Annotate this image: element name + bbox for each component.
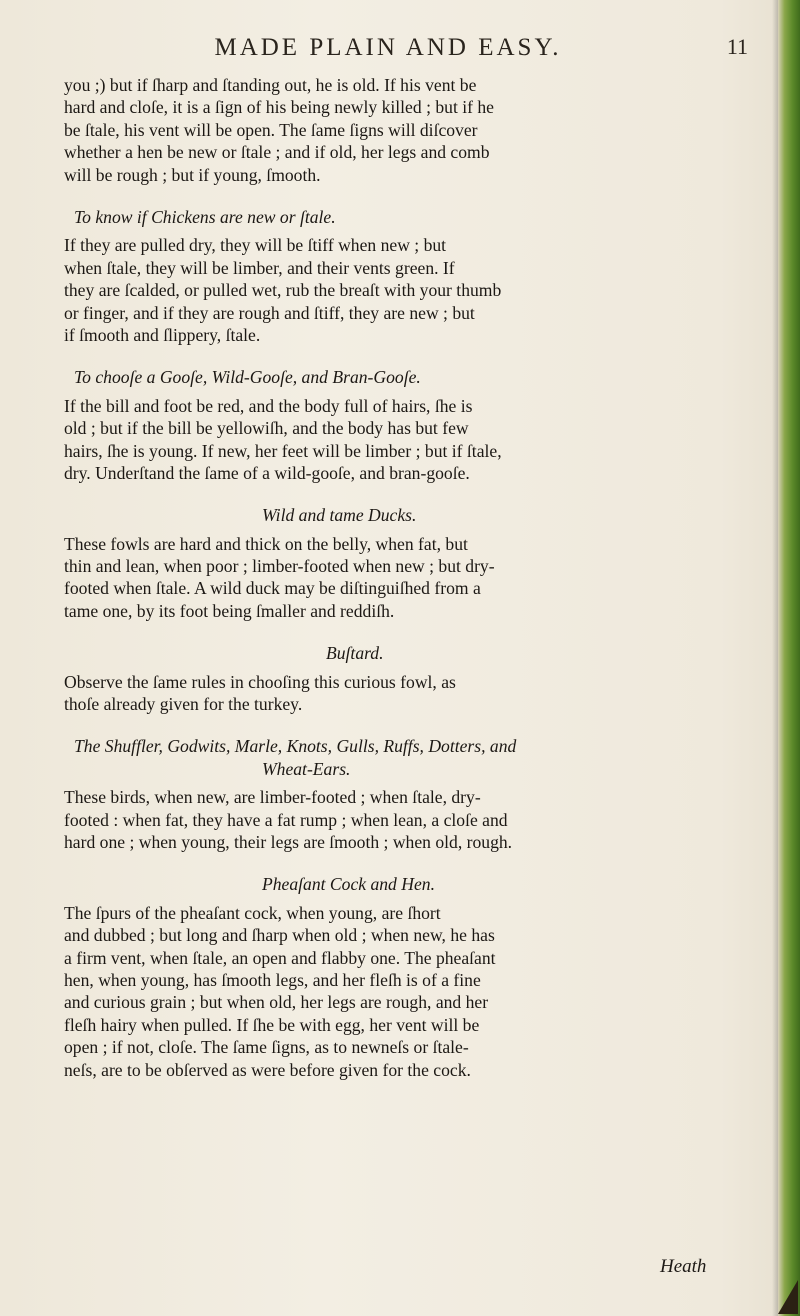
paragraph-goose: [64, 395, 754, 485]
text-line: be ſtale, his vent will be open. The ſame ſigns will diſcover: [64, 119, 478, 140]
text-line: dry. Underſtand the ſame of a wild-gooſe, and bran-gooſe.: [64, 462, 470, 483]
text-line: The ſpurs of the pheaſant cock, when young, are ſhort: [64, 902, 441, 923]
text-line: hen, when young, has ſmooth legs, and her fleſh is of a fine: [64, 970, 481, 990]
text-line: These birds, when new, are limber-footed ; when ſtale, dry-: [64, 787, 481, 808]
paragraph-ducks: [64, 533, 754, 623]
page-number: 11: [726, 34, 748, 59]
text-line: footed when ſtale. A wild duck may be diſtinguiſhed from a: [64, 578, 481, 599]
running-head: MADE PLAIN AND EASY.: [214, 34, 562, 61]
text-line: open ; if not, cloſe. The ſame ſigns, as to newneſs or ſtale-: [64, 1037, 469, 1058]
text-line: they are ſcalded, or pulled wet, rub the breaſt with your thumb: [64, 280, 502, 301]
paragraph-shuffler: [64, 786, 754, 853]
section-heading-ducks: Wild and tame Ducks.: [262, 505, 417, 526]
text-line: These fowls are hard and thick on the belly, when fat, but: [64, 533, 468, 554]
text-line: if ſmooth and ſlippery, ſtale.: [64, 324, 261, 345]
text-line: old ; but if the bill be yellowiſh, and the body has but few: [64, 418, 469, 439]
paragraph-continuation: [64, 74, 754, 186]
text-line: and curious grain ; but when old, her legs are rough, and her: [64, 992, 489, 1013]
section-heading-shuffler-cont: Wheat-Ears.: [262, 758, 351, 779]
text-line: a firm vent, when ſtale, an open and flabby one. The pheaſant: [64, 947, 496, 968]
text-line: hairs, ſhe is young. If new, her feet will be limber ; but if ſtale,: [64, 440, 502, 461]
text-line: thin and lean, when poor ; limber-footed when new ; but dry-: [64, 556, 495, 577]
text-line: hard one ; when young, their legs are ſmooth ; when old, rough.: [64, 832, 513, 853]
text-line: tame one, by its foot being ſmaller and reddiſh.: [64, 600, 395, 621]
text-line: will be rough ; but if young, ſmooth.: [64, 164, 321, 185]
catchword: Heath: [660, 1256, 707, 1277]
text-line: thoſe already given for the turkey.: [64, 694, 303, 715]
paragraph-chickens: [64, 234, 754, 346]
section-heading-goose: To chooſe a Gooſe, Wild-Gooſe, and Bran-Gooſe.: [74, 367, 421, 388]
text-line: hard and cloſe, it is a ſign of his being newly killed ; but if he: [64, 97, 494, 118]
text-line: If they are pulled dry, they will be ſtiff when new ; but: [64, 235, 447, 256]
text-line: footed : when fat, they have a fat rump ; when lean, a cloſe and: [64, 809, 508, 830]
section-heading-shuffler: The Shuffler, Godwits, Marle, Knots, Gulls, Ruffs, Dotters, and: [74, 736, 517, 757]
book-cover-edge: [778, 0, 800, 1316]
page-body: [64, 74, 754, 1081]
text-line: Observe the ſame rules in chooſing this curious fowl, as: [64, 671, 456, 692]
page-header: [88, 34, 748, 64]
section-heading-bustard: Buſtard.: [326, 643, 384, 664]
section-heading-pheasant: Pheaſant Cock and Hen.: [262, 874, 435, 895]
text-line: If the bill and foot be red, and the body full of hairs, ſhe is: [64, 395, 473, 416]
text-line: when ſtale, they will be limber, and their vents green. If: [64, 257, 455, 278]
paragraph-bustard: [64, 671, 754, 716]
corner-mark: [778, 1280, 798, 1314]
text-line: neſs, are to be obſerved as were before given for the cock.: [64, 1059, 471, 1080]
text-line: and dubbed ; but long and ſharp when old ; when new, he has: [64, 925, 495, 946]
text-line: whether a hen be new or ſtale ; and if old, her legs and comb: [64, 142, 490, 163]
text-line: or finger, and if they are rough and ſtiff, they are new ; but: [64, 302, 475, 323]
text-line: you ;) but if ſharp and ſtanding out, he is old. If his vent be: [64, 75, 477, 95]
section-heading-chickens: To know if Chickens are new or ſtale.: [74, 206, 336, 227]
text-line: fleſh hairy when pulled. If ſhe be with egg, her vent will be: [64, 1014, 480, 1035]
paragraph-pheasant: [64, 902, 754, 1081]
